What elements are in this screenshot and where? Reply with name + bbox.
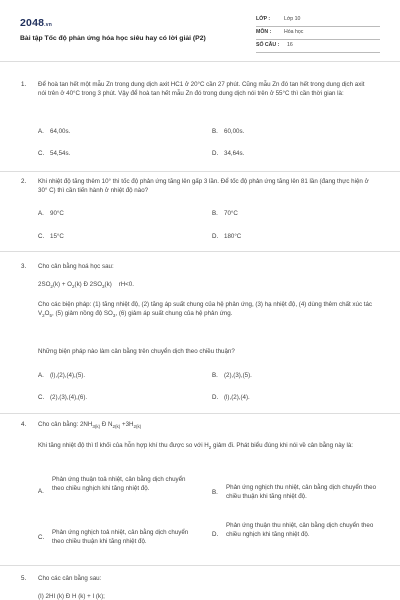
question-5 bbox=[0, 566, 400, 600]
reaction-part: 2SO bbox=[38, 281, 51, 288]
question-2 bbox=[0, 172, 400, 252]
meta-row-class bbox=[256, 14, 380, 27]
option-text: (2),(3),(5). bbox=[224, 372, 252, 379]
option-b[interactable] bbox=[212, 128, 244, 137]
meta-table bbox=[256, 14, 380, 53]
option-text: Phản ứng nghịch toả nhiệt, cân bằng dịch chuyển theo chiều thuận khi tăng nhiệt độ. bbox=[52, 529, 189, 545]
option-text: 90°C bbox=[50, 210, 64, 217]
document-header bbox=[0, 0, 400, 62]
option-letter: D. bbox=[212, 394, 219, 401]
question-intro: Cho cân bằng hoá học sau: bbox=[38, 263, 114, 270]
option-text: (l),(2),(4),(5). bbox=[50, 372, 86, 379]
option-letter: B. bbox=[212, 489, 218, 496]
text-part: Khi tăng nhiệt độ thì tỉ khối của hỗn hợp khí thu được so với H bbox=[38, 442, 209, 449]
question-text: Những biện pháp nào làm cân bằng trên chuyển dịch theo chiều thuận? bbox=[38, 348, 235, 355]
question-number: 1. bbox=[21, 81, 27, 88]
option-letter: C. bbox=[38, 150, 45, 157]
option-letter: D. bbox=[212, 531, 219, 538]
option-text: 64,00s. bbox=[50, 128, 71, 135]
option-letter: A. bbox=[38, 372, 44, 379]
option-letter: A. bbox=[38, 488, 44, 495]
logo-suffix: .vn bbox=[44, 22, 52, 28]
question-1 bbox=[0, 62, 400, 172]
option-d[interactable] bbox=[212, 522, 376, 556]
question-text: Cho các cân bằng sau: bbox=[38, 575, 102, 582]
question-text: Khi nhiệt độ tăng thêm 10° thì tốc độ phản ứng tăng lên gấp 3 lần. Để tốc độ phản ứng tăng lên 81 lần (đang thực hiện ở 30° C) thì cần tiến hành ở nhiệt độ nào? bbox=[38, 178, 369, 194]
option-text: Phản ứng nghịch thu nhiệt, cân bằng dịch chuyển theo chiều thuận khi tăng nhiệt độ. bbox=[226, 484, 377, 500]
option-text: (2),(3),(4),(6). bbox=[50, 394, 88, 401]
methods-text: Cho các biện pháp: (1) tăng nhiệt độ, (2) tăng áp suất chung của hệ phản ứng, (3) hạ nhiệt độ, (4) dùng thêm chất xúc tác $V_2O_5$, (5) giảm nồng độ $SO_3$, (6) giảm áp suất chung của hệ phản ứng. bbox=[38, 301, 373, 319]
text-part: giảm đi. Phát biểu đúng khi nói về cân bằng này là: bbox=[211, 442, 354, 449]
option-letter: A. bbox=[38, 128, 44, 135]
option-c[interactable] bbox=[38, 529, 198, 555]
meta-row-count bbox=[256, 40, 380, 53]
option-letter: C. bbox=[38, 233, 45, 240]
eq-part: Cho cân bằng: 2NH bbox=[38, 421, 93, 428]
option-letter: B. bbox=[212, 372, 218, 379]
option-a[interactable] bbox=[38, 210, 64, 219]
option-text: 180°C bbox=[224, 233, 242, 240]
option-a[interactable] bbox=[38, 128, 70, 137]
eq-sub: 3(k) bbox=[92, 424, 101, 430]
methods-part: Cho các biện pháp: (1) tăng nhiệt độ, (2) tăng áp suất chung của hệ phản ứng, (3) hạ nhiệt độ, (4) dùng thêm chất xúc tác V bbox=[38, 301, 373, 317]
meta-value: 16 bbox=[287, 42, 293, 48]
reaction-part: (k) + O bbox=[52, 281, 72, 288]
question-number: 4. bbox=[21, 421, 27, 428]
question-4 bbox=[0, 414, 400, 566]
option-d[interactable] bbox=[212, 233, 241, 242]
meta-row-subject bbox=[256, 27, 380, 40]
chemical-reaction: $2SO_2(k) + O_2(k)$ Ð $2SO_3(k)$ rH<0. bbox=[38, 281, 134, 290]
question-number: 5. bbox=[21, 575, 27, 582]
option-letter: D. bbox=[212, 233, 219, 240]
meta-key: SỐ CÂU : bbox=[256, 42, 280, 48]
option-a[interactable] bbox=[38, 476, 198, 510]
page-title: Bài tập Tốc độ phản ứng hóa học siêu hay có lời giải (P2) bbox=[20, 35, 206, 42]
question-number: 2. bbox=[21, 178, 27, 185]
option-b[interactable] bbox=[212, 484, 376, 514]
question-text: Để hoà tan hết một mẫu Zn trong dung dịch axit HC1 ở 20°C cần 27 phút. Cũng mẫu Zn đó tan hết trong dung dịch axit nói trên ở 40°C trong 3 phút. Vậy để hoà tan hết mẫu Zn đó trong dung dịch nói trên ở 55°C thì cần thời gian là: bbox=[38, 81, 365, 97]
question-3 bbox=[0, 252, 400, 414]
option-letter: D. bbox=[212, 150, 219, 157]
methods-part: , (6) giảm áp suất chung của hệ phản ứng. bbox=[115, 309, 233, 317]
option-letter: B. bbox=[212, 210, 218, 217]
question-partial-line: (I) 2HI (k) Ð H (k) + I (k); bbox=[38, 593, 105, 600]
methods-part: O bbox=[44, 309, 50, 317]
option-letter: B. bbox=[212, 128, 218, 135]
option-c[interactable] bbox=[38, 233, 64, 242]
reaction-part: (k) bbox=[104, 281, 112, 288]
question-text bbox=[38, 442, 374, 451]
option-c[interactable] bbox=[38, 394, 87, 403]
option-d[interactable] bbox=[212, 150, 244, 159]
option-text: 54,54s. bbox=[50, 150, 71, 157]
option-a[interactable] bbox=[38, 372, 85, 381]
option-c[interactable] bbox=[38, 150, 70, 159]
option-letter: A. bbox=[38, 210, 44, 217]
site-logo[interactable] bbox=[20, 16, 52, 31]
equilibrium-equation bbox=[38, 421, 374, 430]
option-text: 60,00s. bbox=[224, 128, 245, 135]
reaction-enthalpy: rH<0. bbox=[118, 281, 134, 288]
option-text: (l),(2),(4). bbox=[224, 394, 250, 401]
question-number: 3. bbox=[21, 263, 27, 270]
text-sub: 2 bbox=[208, 445, 212, 451]
meta-value: Hóa học bbox=[284, 29, 304, 35]
meta-value: Lớp 10 bbox=[284, 16, 301, 22]
meta-key: MÔN : bbox=[256, 29, 272, 35]
option-text: Phản ứng thuận thu nhiệt, cân bằng dịch chuyển theo chiều nghịch khi tăng nhiệt độ. bbox=[226, 522, 374, 538]
eq-sub: 2(k) bbox=[112, 424, 121, 430]
logo-text: 2048 bbox=[20, 17, 45, 29]
option-text: 15°C bbox=[50, 233, 64, 240]
reaction-part: (k) Ð 2SO bbox=[74, 281, 103, 288]
eq-part: Ð N bbox=[100, 421, 113, 428]
option-b[interactable] bbox=[212, 210, 238, 219]
eq-sub: 2(k) bbox=[133, 424, 142, 430]
option-letter: C. bbox=[38, 394, 45, 401]
option-text: Phản ứng thuận toả nhiệt, cân bằng dịch chuyển theo chiều nghịch khi tăng nhiệt độ. bbox=[52, 476, 186, 492]
option-text: 70°C bbox=[224, 210, 238, 217]
option-b[interactable] bbox=[212, 372, 252, 381]
eq-part: +3H bbox=[120, 421, 134, 428]
option-text: 34,64s. bbox=[224, 150, 245, 157]
option-d[interactable] bbox=[212, 394, 250, 403]
option-letter: C. bbox=[38, 534, 45, 541]
meta-key: LỚP : bbox=[256, 16, 271, 22]
methods-part: , (5) giảm nồng độ SO bbox=[52, 309, 113, 317]
